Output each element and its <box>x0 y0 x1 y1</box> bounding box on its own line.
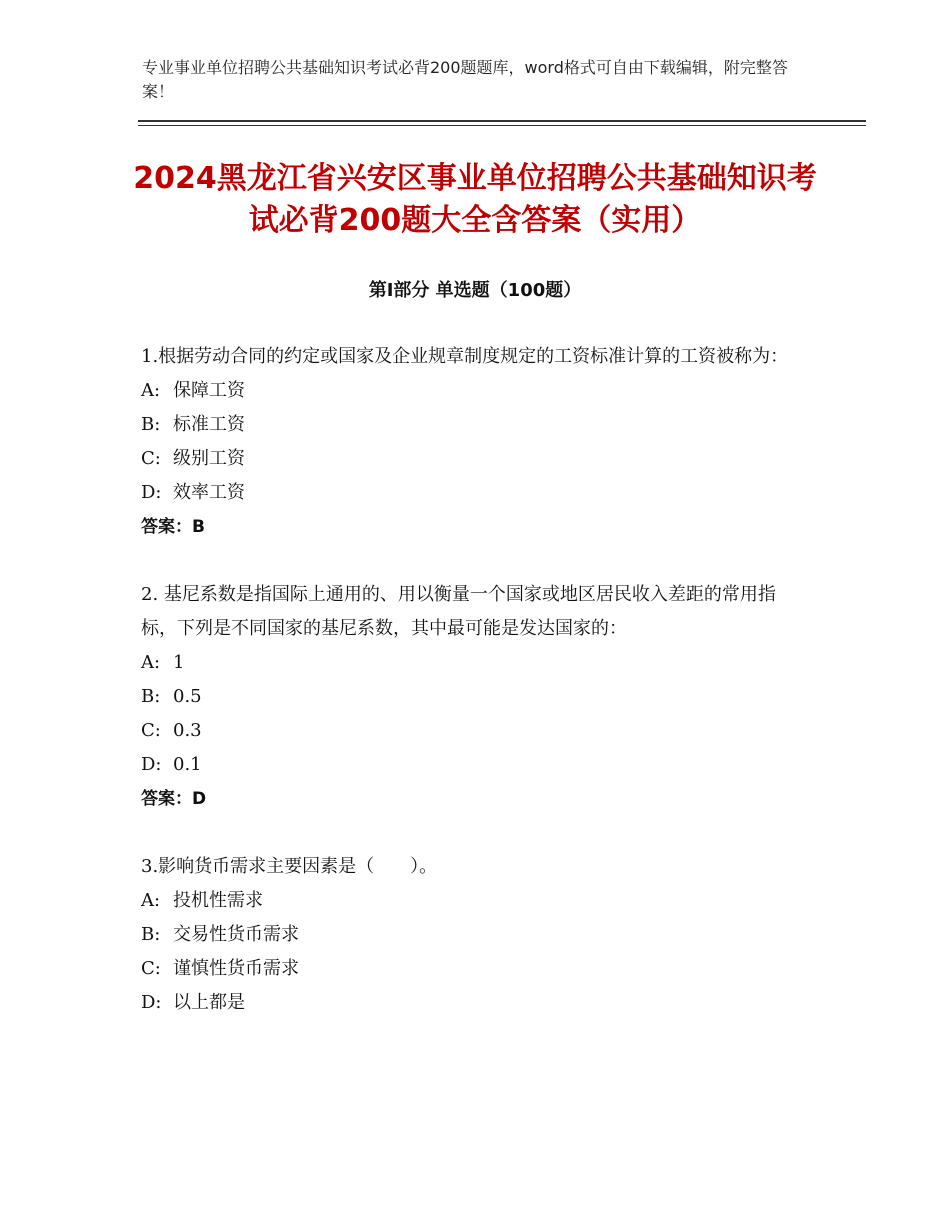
option-text: 级别工资 <box>173 448 245 469</box>
option-key: A: <box>141 380 161 401</box>
option-text: 交易性货币需求 <box>173 924 299 945</box>
option-d <box>141 748 811 782</box>
option-key: D: <box>141 992 162 1013</box>
option-a <box>141 374 811 408</box>
question-3 <box>141 850 811 1020</box>
option-key: C: <box>141 958 161 979</box>
header-rule-thin <box>138 125 866 126</box>
option-key: B: <box>141 414 161 435</box>
option-text: 1 <box>173 652 185 673</box>
option-a <box>141 884 811 918</box>
option-text: 0.5 <box>173 686 202 707</box>
option-text: 投机性需求 <box>173 890 263 911</box>
option-text: 谨慎性货币需求 <box>173 958 299 979</box>
question-2 <box>141 578 811 816</box>
option-key: B: <box>141 924 161 945</box>
question-stem: 1.根据劳动合同的约定或国家及企业规章制度规定的工资标准计算的工资被称为： <box>141 346 789 367</box>
option-text: 标准工资 <box>173 414 245 435</box>
answer-line: 答案：B <box>141 517 205 537</box>
question-1 <box>141 340 811 544</box>
option-key: D: <box>141 482 162 503</box>
option-text: 效率工资 <box>173 482 245 503</box>
answer-line: 答案：D <box>141 789 207 809</box>
option-d <box>141 476 811 510</box>
option-text: 以上都是 <box>173 992 245 1013</box>
option-text: 保障工资 <box>173 380 245 401</box>
option-key: A: <box>141 652 161 673</box>
option-text: 0.3 <box>173 720 202 741</box>
option-c <box>141 442 811 476</box>
question-list <box>141 340 811 1054</box>
option-key: C: <box>141 720 161 741</box>
question-stem: 2. 基尼系数是指国际上通用的、用以衡量一个国家或地区居民收入差距的常用指标，下列是不同国家的基尼系数，其中最可能是发达国家的： <box>141 584 776 639</box>
option-text: 0.1 <box>173 754 202 775</box>
header-note: 专业事业单位招聘公共基础知识考试必背200题题库，word格式可自由下载编辑，附完整答案！ <box>142 58 788 101</box>
option-key: C: <box>141 448 161 469</box>
option-key: A: <box>141 890 161 911</box>
option-a <box>141 646 811 680</box>
option-c <box>141 714 811 748</box>
document-title: 2024黑龙江省兴安区事业单位招聘公共基础知识考试必背200题大全含答案（实用） <box>133 161 817 238</box>
option-d <box>141 986 811 1020</box>
option-b <box>141 408 811 442</box>
option-key: D: <box>141 754 162 775</box>
section-heading: 第I部分 单选题（100题） <box>368 280 582 301</box>
option-b <box>141 918 811 952</box>
header-rule-thick <box>138 120 866 122</box>
option-c <box>141 952 811 986</box>
question-stem: 3.影响货币需求主要因素是（ ）。 <box>141 856 438 877</box>
option-b <box>141 680 811 714</box>
option-key: B: <box>141 686 161 707</box>
